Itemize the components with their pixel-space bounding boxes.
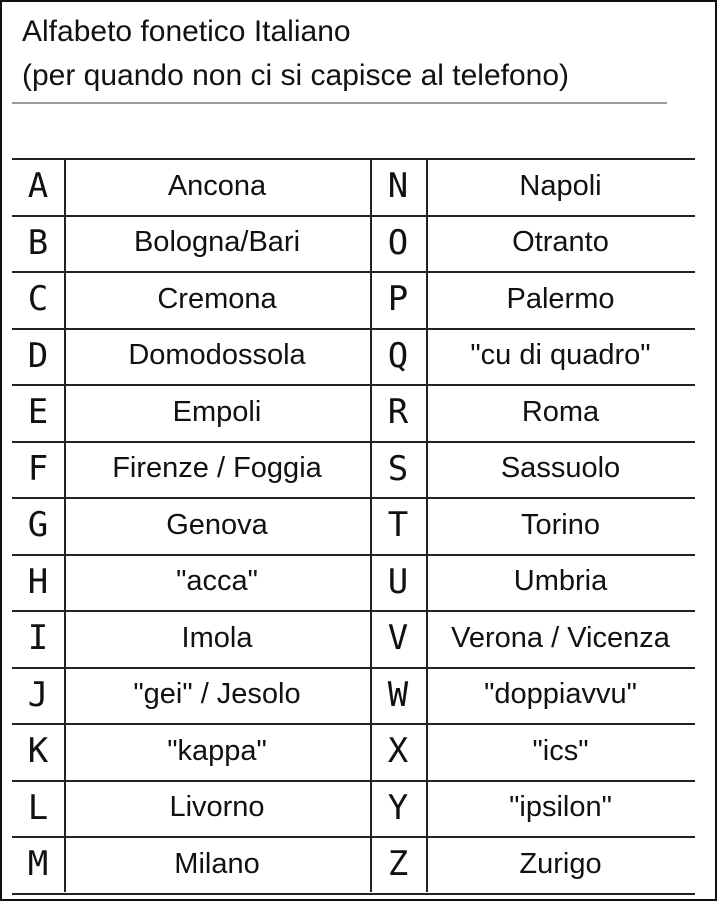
letter-cell: G bbox=[27, 505, 49, 545]
word-cell: Livorno bbox=[169, 791, 265, 823]
row-divider bbox=[12, 893, 695, 895]
word-cell: Ancona bbox=[167, 169, 267, 202]
letter-cell: M bbox=[27, 844, 49, 884]
word-cell: "cu di quadro" bbox=[470, 339, 651, 371]
word-cell: "ics" bbox=[532, 734, 589, 767]
word-cell: Empoli bbox=[172, 395, 262, 428]
table-row bbox=[12, 158, 695, 214]
letter-cell: O bbox=[387, 222, 409, 263]
letter-cell: K bbox=[27, 731, 49, 771]
letter-cell: W bbox=[387, 674, 409, 715]
letter-cell: D bbox=[27, 335, 49, 376]
word-cell: Umbria bbox=[513, 565, 608, 597]
alphabet-table bbox=[12, 158, 695, 892]
letter-cell: N bbox=[387, 166, 409, 206]
table-row bbox=[12, 554, 695, 610]
letter-cell: F bbox=[27, 448, 49, 489]
word-cell: "acca" bbox=[176, 565, 258, 597]
table-row bbox=[12, 836, 695, 892]
word-cell: Sassuolo bbox=[500, 452, 621, 484]
word-cell: Palermo bbox=[506, 282, 615, 315]
word-cell: Genova bbox=[166, 508, 268, 541]
table-row bbox=[12, 328, 695, 384]
title-divider bbox=[12, 102, 667, 104]
word-cell: Cremona bbox=[157, 282, 277, 315]
table-row bbox=[12, 215, 695, 271]
word-cell: "kappa" bbox=[167, 734, 267, 767]
letter-cell: P bbox=[387, 279, 409, 319]
page-title bbox=[22, 10, 569, 98]
letter-cell: J bbox=[27, 674, 49, 715]
title-line-1: Alfabeto fonetico Italiano bbox=[22, 15, 351, 48]
word-cell: Verona / Vicenza bbox=[451, 621, 670, 654]
word-cell: Bologna/Bari bbox=[133, 226, 301, 258]
word-cell: "doppiavvu" bbox=[484, 678, 637, 710]
word-cell: Zurigo bbox=[519, 847, 602, 880]
word-cell: Otranto bbox=[512, 226, 609, 258]
word-cell: Milano bbox=[174, 847, 260, 880]
table-row bbox=[12, 723, 695, 779]
letter-cell: I bbox=[27, 618, 49, 658]
letter-cell: E bbox=[27, 392, 49, 432]
letter-cell: L bbox=[27, 787, 49, 828]
table-row bbox=[12, 384, 695, 440]
letter-cell: S bbox=[387, 448, 409, 489]
word-cell: Torino bbox=[521, 508, 600, 541]
letter-cell: V bbox=[387, 618, 409, 658]
table-row bbox=[12, 780, 695, 836]
letter-cell: Y bbox=[387, 787, 409, 828]
word-cell: "ipsilon" bbox=[509, 791, 612, 823]
letter-cell: R bbox=[387, 392, 409, 432]
table-row bbox=[12, 271, 695, 327]
letter-cell: U bbox=[387, 561, 409, 602]
word-cell: Imola bbox=[181, 621, 253, 654]
letter-cell: B bbox=[27, 222, 49, 263]
word-cell: Napoli bbox=[519, 169, 602, 202]
letter-cell: X bbox=[387, 731, 409, 771]
letter-cell: H bbox=[27, 561, 49, 602]
title-line-2: (per quando non ci si capisce al telefono) bbox=[22, 59, 570, 92]
letter-cell: C bbox=[27, 279, 49, 319]
table-row bbox=[12, 497, 695, 553]
word-cell: Roma bbox=[521, 395, 600, 428]
letter-cell: Z bbox=[387, 844, 409, 884]
letter-cell: A bbox=[27, 166, 49, 206]
word-cell: "gei" / Jesolo bbox=[133, 678, 301, 710]
table-row bbox=[12, 610, 695, 666]
table-row bbox=[12, 441, 695, 497]
letter-cell: Q bbox=[387, 335, 409, 376]
word-cell: Domodossola bbox=[128, 339, 306, 371]
letter-cell: T bbox=[387, 505, 409, 545]
word-cell: Firenze / Foggia bbox=[112, 452, 322, 484]
table-row bbox=[12, 667, 695, 723]
